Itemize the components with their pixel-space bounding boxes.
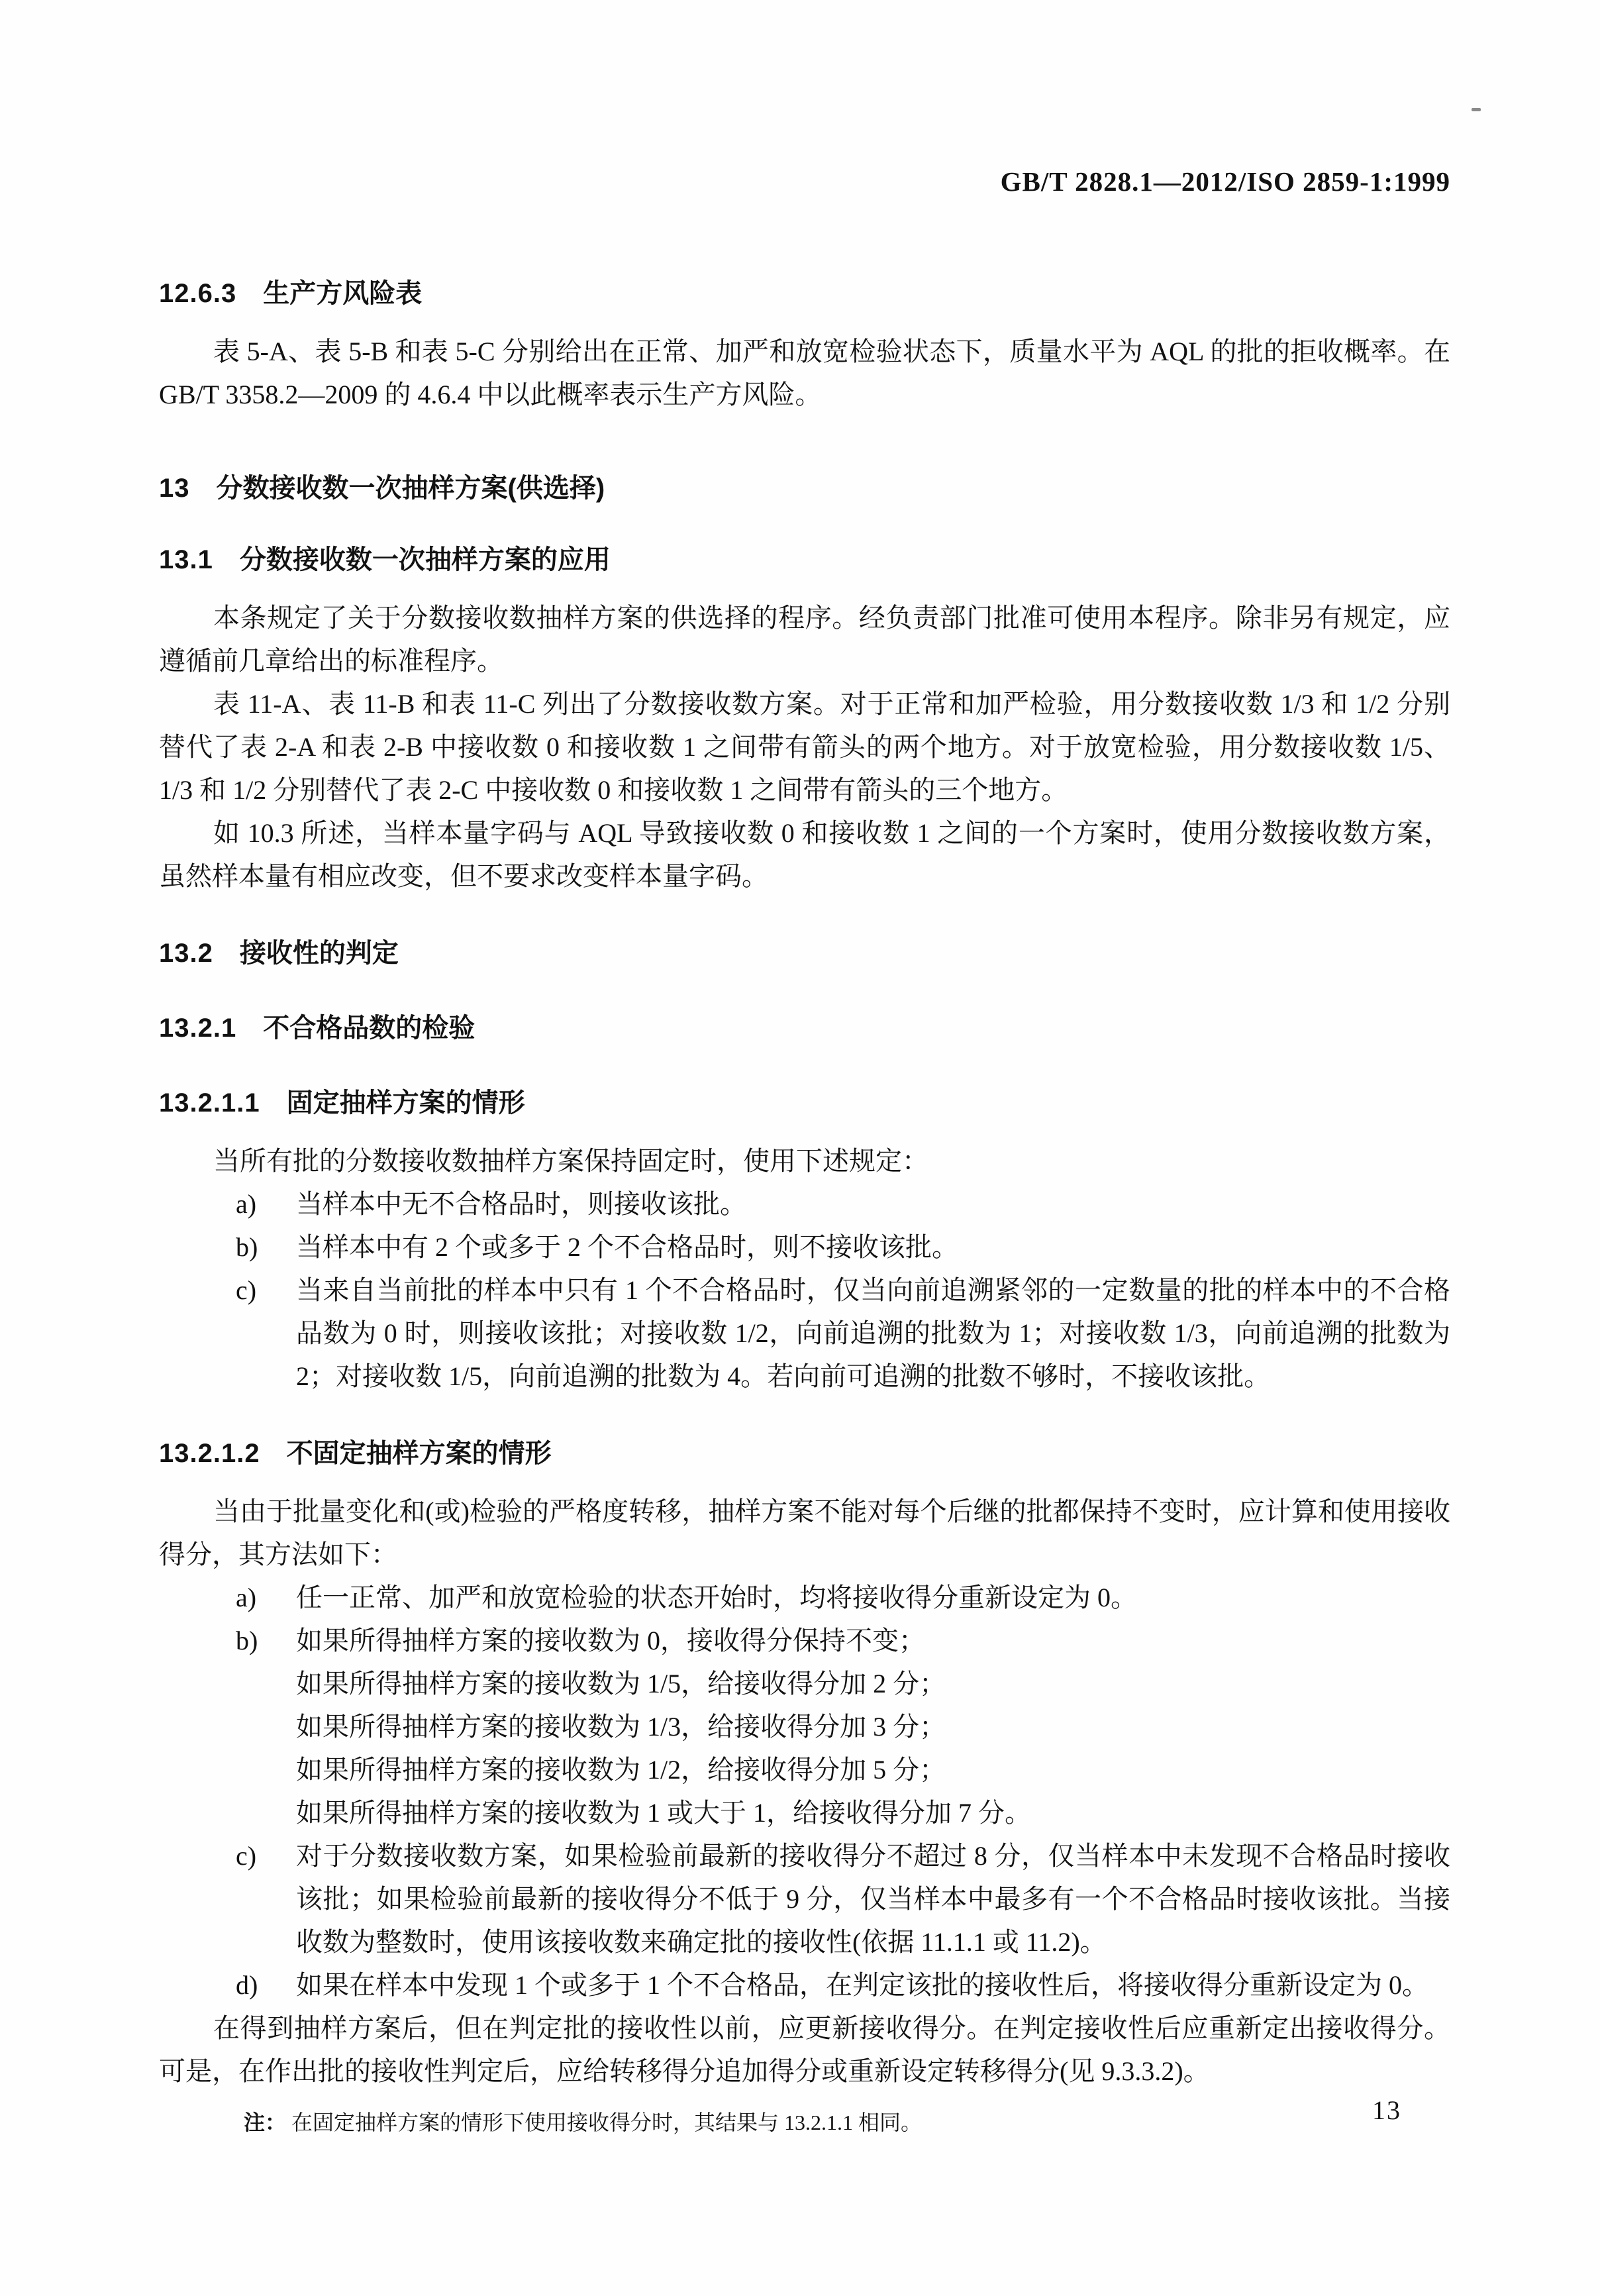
- list-item-text: 当来自当前批的样本中只有 1 个不合格品时，仅当向前追溯紧邻的一定数量的批的样本中的不合格品数为 0 时，则接收该批；对接收数 1/2，向前追溯的批数为 1；对接收数 1/3，向前追溯的批数为 2；对接收数 1/5，向前追溯的批数为 4。若向前可追溯的批数不够时，不接收该批。: [296, 1275, 1450, 1391]
- section-heading-13.2.1.1: [159, 1084, 1450, 1122]
- paragraph: 当所有批的分数接收数抽样方案保持固定时，使用下述规定：: [213, 1146, 928, 1176]
- list-item-b-continued: [159, 1705, 1450, 1748]
- list-item-text: 当样本中无不合格品时，则接收该批。: [296, 1189, 746, 1219]
- section-number: 13.1: [159, 545, 213, 574]
- section-heading-13.1: [159, 541, 1450, 579]
- list-item-text: 如果所得抽样方案的接收数为 0，接收得分保持不变；: [296, 1626, 925, 1655]
- section-title: 分数接收数一次抽样方案(供选择): [216, 474, 605, 503]
- list-item-text: 如果所得抽样方案的接收数为 1 或大于 1，给接收得分加 7 分。: [296, 1798, 1031, 1828]
- paragraph: 当由于批量变化和(或)检验的严格度转移，抽样方案不能对每个后继的批都保持不变时，应计算和使用接收得分，其方法如下：: [159, 1496, 1450, 1569]
- list-item-text: 如果所得抽样方案的接收数为 1/2，给接收得分加 5 分；: [296, 1755, 946, 1785]
- list-item-text: 当样本中有 2 个或多于 2 个不合格品时，则不接收该批。: [296, 1232, 958, 1262]
- section-number: 13.2.1.2: [159, 1439, 260, 1468]
- section-heading-13.2: [159, 934, 1450, 972]
- note-label: 注：: [244, 2111, 287, 2134]
- section-number: 13.2: [159, 939, 213, 968]
- list-marker: b): [236, 1232, 258, 1262]
- paragraph: 表 11-A、表 11-B 和表 11-C 列出了分数接收数方案。对于正常和加严检验，用分数接收数 1/3 和 1/2 分别替代了表 2-A 和表 2-B 中接收数 0 和接收数 1 之间带有箭头的两个地方。对于放宽检验，用分数接收数 1/5、1/3 和 1/2 分别替代了表 2-C 中接收数 0 和接收数 1 之间带有箭头的三个地方。: [159, 689, 1450, 805]
- list-item-b-continued: [159, 1791, 1450, 1834]
- paragraph: 表 5-A、表 5-B 和表 5-C 分别给出在正常、加严和放宽检验状态下，质量水平为 AQL 的批的拒收概率。在 GB/T 3358.2—2009 的 4.6.4 中以此概率表示生产方风险。: [159, 337, 1450, 409]
- list-item-b-continued: [159, 1662, 1450, 1705]
- section-title: 接收性的判定: [239, 939, 399, 968]
- list-marker: c): [236, 1841, 257, 1871]
- section-number: 13: [159, 474, 190, 503]
- list-item-b: [159, 1226, 1450, 1269]
- section-heading-12.6.3: [159, 274, 1450, 313]
- document-header: [159, 167, 1450, 196]
- section-heading-13.2.1: [159, 1009, 1450, 1047]
- list-marker: d): [236, 1970, 258, 2000]
- section-number: 12.6.3: [159, 279, 237, 308]
- list-item-text: 如果所得抽样方案的接收数为 1/3，给接收得分加 3 分；: [296, 1712, 946, 1742]
- list-item-text: 如果所得抽样方案的接收数为 1/5，给接收得分加 2 分；: [296, 1669, 946, 1698]
- section-heading-13.2.1.2: [159, 1434, 1450, 1473]
- list-item-text: 任一正常、加严和放宽检验的状态开始时，均将接收得分重新设定为 0。: [296, 1583, 1137, 1612]
- note: [159, 2106, 1450, 2139]
- section-number: 13.2.1.1: [159, 1088, 260, 1118]
- section-heading-13: [159, 469, 1450, 507]
- paragraph: 在得到抽样方案后，但在判定批的接收性以前，应更新接收得分。在判定接收性后应重新定出接收得分。可是，在作出批的接收性判定后，应给转移得分追加得分或重新设定转移得分(见 9.3.3.2)。: [159, 2013, 1450, 2086]
- list-item-b: [159, 1619, 1450, 1662]
- paragraph: 如 10.3 所述，当样本量字码与 AQL 导致接收数 0 和接收数 1 之间的一个方案时，使用分数接收数方案，虽然样本量有相应改变，但不要求改变样本量字码。: [159, 818, 1450, 891]
- section-title: 固定抽样方案的情形: [286, 1088, 525, 1118]
- section-number: 13.2.1: [159, 1014, 237, 1043]
- list-item-a: [159, 1182, 1450, 1226]
- list-item-c: [159, 1269, 1450, 1398]
- scan-artifact-mark: [1472, 108, 1481, 111]
- page-number: 13: [1372, 2095, 1401, 2125]
- paragraph: 本条规定了关于分数接收数抽样方案的供选择的程序。经负责部门批准可使用本程序。除非另有规定，应遵循前几章给出的标准程序。: [159, 603, 1450, 676]
- list-item-d: [159, 1963, 1450, 2007]
- standard-number: GB/T 2828.1—2012/ISO 2859-1:1999: [1000, 166, 1450, 197]
- section-title: 生产方风险表: [263, 279, 423, 308]
- list-marker: a): [236, 1583, 257, 1612]
- list-marker: a): [236, 1189, 257, 1219]
- list-marker: b): [236, 1626, 258, 1655]
- list-item-text: 如果在样本中发现 1 个或多于 1 个不合格品，在判定该批的接收性后，将接收得分重新设定为 0。: [296, 1970, 1428, 2000]
- section-title: 不合格品数的检验: [263, 1014, 475, 1043]
- list-item-c: [159, 1834, 1450, 1963]
- list-item-a: [159, 1576, 1450, 1619]
- list-marker: c): [236, 1275, 257, 1305]
- note-text: 在固定抽样方案的情形下使用接收得分时，其结果与 13.2.1.1 相同。: [291, 2111, 923, 2134]
- list-item-b-continued: [159, 1748, 1450, 1791]
- list-item-text: 对于分数接收数方案，如果检验前最新的接收得分不超过 8 分，仅当样本中未发现不合格品时接收该批；如果检验前最新的接收得分不低于 9 分，仅当样本中最多有一个不合格品时接收该批。当接收数为整数时，使用该接收数来确定批的接收性(依据 11.1.1 或 11.2)。: [296, 1841, 1450, 1957]
- section-title: 分数接收数一次抽样方案的应用: [239, 545, 611, 574]
- section-title: 不固定抽样方案的情形: [286, 1439, 552, 1468]
